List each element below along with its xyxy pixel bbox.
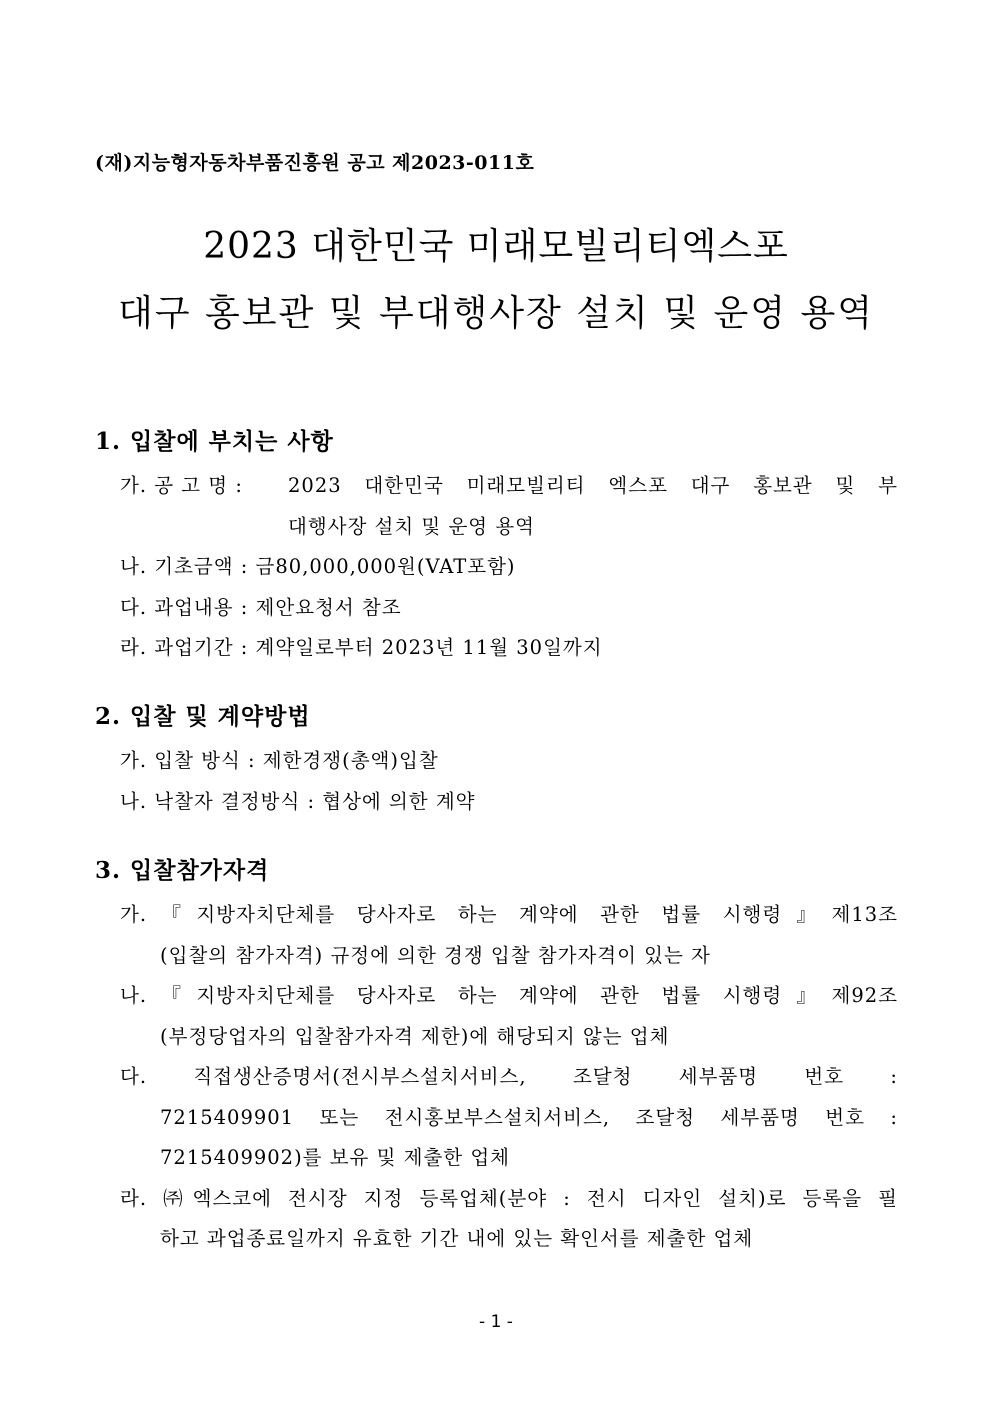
item-3-b-line2: (부정당업자의 입찰참가자격 제한)에 해당되지 않는 업체 <box>160 1025 670 1048</box>
item-3-a-line2: (입찰의 참가자격) 규정에 의한 경쟁 입찰 참가자격이 있는 자 <box>160 944 711 967</box>
section-heading-1: 1. 입찰에 부치는 사항 <box>95 428 334 455</box>
document-title-line2: 대구 홍보관 및 부대행사장 설치 및 운영 용역 <box>117 293 875 334</box>
item-1-b: 나. 기초금액 : 금80,000,000원(VAT포함) <box>120 555 516 578</box>
item-2-b: 나. 낙찰자 결정방식 : 협상에 의한 계약 <box>120 790 476 813</box>
item-3-a-line1: 가.『지방자치단체를 당사자로 하는 계약에 관한 법률 시행령』제13조 <box>120 903 898 926</box>
item-2-a: 가. 입찰 방식 : 제한경쟁(총액)입찰 <box>120 749 439 772</box>
item-1-a-line2: 대행사장 설치 및 운영 용역 <box>288 515 536 538</box>
item-1-a-label: 가. 공 고 명 : <box>120 474 243 497</box>
item-3-c-line2: 7215409901 또는 전시홍보부스설치서비스, 조달청 세부품명 번호 : <box>160 1106 898 1129</box>
item-3-c-line3: 7215409902)를 보유 및 제출한 업체 <box>160 1146 510 1169</box>
document-title-line1: 2023 대한민국 미래모빌리티엑스포 <box>203 226 789 267</box>
section-heading-3: 3. 입찰참가자격 <box>95 857 270 884</box>
item-3-b-line1: 나.『지방자치단체를 당사자로 하는 계약에 관한 법률 시행령』제92조 <box>120 984 898 1007</box>
item-1-d: 라. 과업기간 : 계약일로부터 2023년 11월 30일까지 <box>120 636 603 659</box>
item-1-c: 다. 과업내용 : 제안요청서 참조 <box>120 596 402 619</box>
item-3-d-line2: 하고 과업종료일까지 유효한 기간 내에 있는 확인서를 제출한 업체 <box>160 1227 754 1250</box>
notice-number: (재)지능형자동차부품진흥원 공고 제2023-011호 <box>95 152 535 174</box>
section-heading-2: 2. 입찰 및 계약방법 <box>95 703 311 730</box>
item-1-a-line1: 2023 대한민국 미래모빌리티 엑스포 대구 홍보관 및 부 <box>288 474 898 497</box>
item-3-c-line1: 다. 직접생산증명서(전시부스설치서비스, 조달청 세부품명 번호 : <box>120 1065 898 1088</box>
page-number: - 1 - <box>479 1312 513 1332</box>
item-3-d-line1: 라. ㈜엑스코에 전시장 지정 등록업체(분야 : 전시 디자인 설치)로 등록을 필 <box>120 1187 898 1210</box>
